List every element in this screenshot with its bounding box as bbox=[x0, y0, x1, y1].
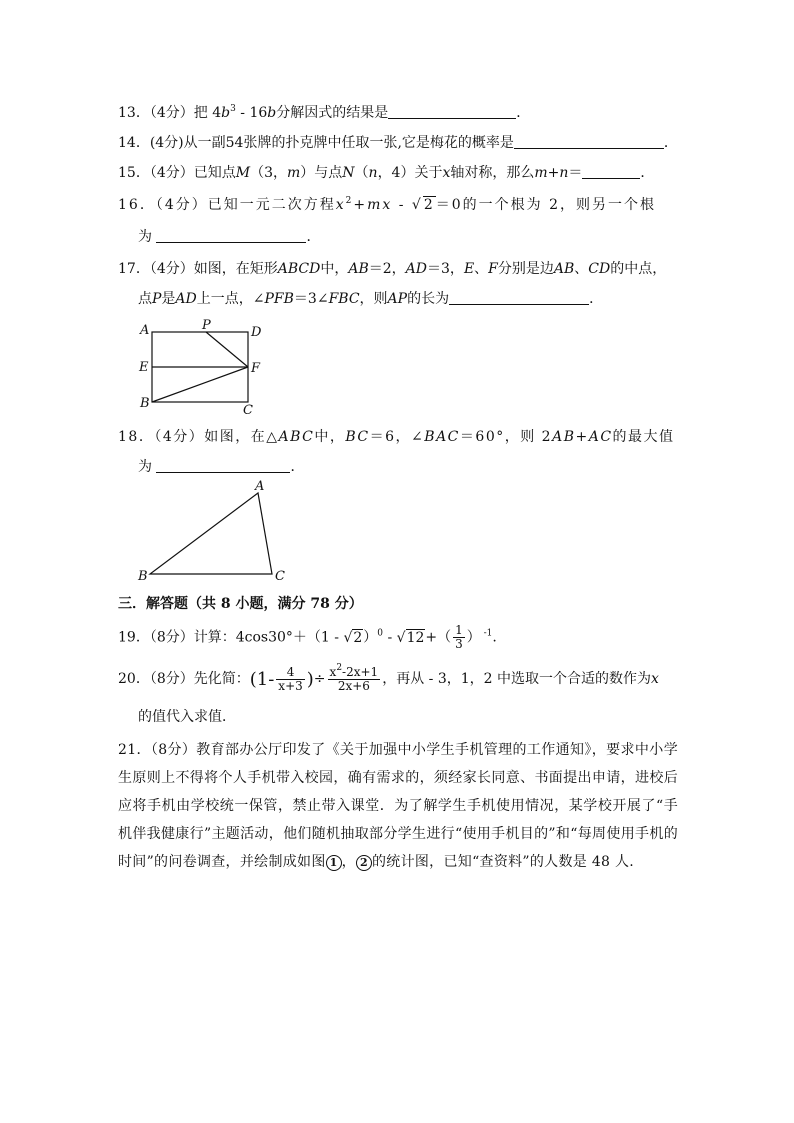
sqrt-symbol: √2 bbox=[411, 197, 435, 213]
fraction-one-third: $\frac{1}{3}$ bbox=[455, 623, 463, 651]
question-18: 18．（4分）如图，在△ABC中，BC＝6，∠BAC＝60°，则 2AB+AC的最大值 bbox=[118, 429, 675, 445]
question-21: 21．（8分）教育部办公厅印发了《关于加强中小学生手机管理的工作通知》，要求中小学生原则上不得将个人手机带入校园，确有需求的，须经家长同意、书面提出申请，进校后应将手机由学校统一保管，禁止带入课堂．为了解学生手机使用情况，某学校开展了“手机伴我健康行”主题活动，他们随机抽取部分学生进行“使用手机目的”和“每周使用手机的时间”的问卷调查，并绘制成如图 1 ， 2 的统计图，已知“查资料”的人数是 48 人. bbox=[118, 742, 678, 870]
label-e: E bbox=[139, 360, 149, 375]
label-a: A bbox=[140, 323, 150, 338]
fraction-quadratic: $\frac{x^2-2x+1}{2x+6}$ bbox=[329, 662, 379, 693]
segment-pf bbox=[206, 332, 248, 367]
question-16: 16．（4分）已知一元二次方程$x^2+mx - √2=0$的一个根为 2，则另一个根 bbox=[118, 196, 657, 213]
question-19: 19．（8分）计算：4cos30°＋（1 - √2）$^0$ - √12+（ $\frac{1}{3}$ ） $^{-1}$. bbox=[118, 623, 497, 651]
triangle-figure bbox=[134, 478, 294, 586]
label-c: C bbox=[243, 403, 253, 418]
answer-blank[interactable] bbox=[514, 134, 664, 149]
circled-number-1: 1 bbox=[326, 855, 342, 871]
answer-blank[interactable] bbox=[156, 458, 290, 473]
rectangle-figure bbox=[134, 318, 274, 418]
segment-bf bbox=[152, 367, 248, 402]
label-d: D bbox=[251, 325, 262, 340]
fraction-4-over: $\frac{4}{x+3}$ bbox=[278, 664, 303, 693]
question-15: 15．（4分）已知点M（3，m）与点N（n，4）关于x轴对称，那么m+n＝ ． bbox=[118, 165, 655, 181]
question-20: 20．（8分）先化简：(1- $\frac{4}{x+3}$ )÷ $\frac{x^2-2x+1}{2x+6}$ ，再从 - 3，1，2 中选取一个合适的数作为x bbox=[118, 662, 659, 693]
label-c: C bbox=[275, 569, 285, 584]
label-a: A bbox=[255, 479, 265, 494]
label-b: B bbox=[138, 569, 148, 584]
answer-blank[interactable] bbox=[156, 228, 306, 243]
label-p: P bbox=[202, 318, 211, 333]
answer-blank[interactable] bbox=[582, 164, 640, 179]
circled-number-2: 2 bbox=[356, 855, 372, 871]
section-heading: 三．解答题（共 8 小题，满分 78 分） bbox=[118, 596, 363, 612]
answer-blank[interactable] bbox=[388, 104, 516, 119]
triangle-abc bbox=[150, 493, 272, 574]
label-f: F bbox=[251, 361, 261, 376]
answer-blank[interactable] bbox=[449, 290, 589, 305]
question-14: 14．(4分)从一副54张牌的扑克牌中任取一张,它是梅花的概率是 ． bbox=[118, 135, 678, 151]
question-13: 13．（4分）把 $4b^3 - 16b$分解因式的结果是 ． bbox=[118, 104, 531, 121]
question-17-line2: 点P是AD上一点，∠PFB＝3∠FBC，则AP的长为 ． bbox=[138, 291, 604, 307]
label-b: B bbox=[140, 396, 150, 411]
question-20-line2: 的值代入求值． bbox=[138, 709, 236, 725]
question-17: 17．（4分）如图，在矩形ABCD中，AB＝2，AD＝3，E、F分别是边AB、CD的中点， bbox=[118, 261, 667, 277]
question-18-line2: 为 ． bbox=[138, 459, 305, 475]
question-16-line2: 为 ． bbox=[138, 229, 321, 245]
